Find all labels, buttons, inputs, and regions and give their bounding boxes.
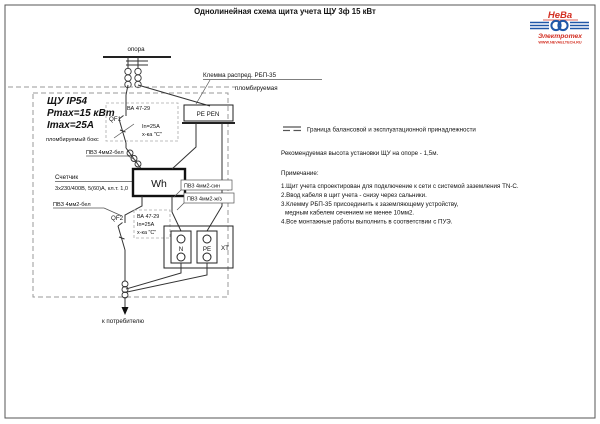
qf2-current: In=25A <box>137 222 155 228</box>
consumer-label: к потребителю <box>102 318 144 325</box>
note-line-3: 3.Клемму РБП-35 присоединить к заземляющему устройству, <box>281 201 459 208</box>
boundary-legend-symbol <box>283 127 301 131</box>
meter-label: Wh <box>151 178 167 190</box>
meter-spec: 3х230/400В, 5(60)А, кл.т. 1,0 <box>55 186 129 192</box>
xt-pe-label: PE <box>202 246 212 253</box>
note-line-4: 4.Все монтажные работы выполнить в соответствии с ПУЭ. <box>281 218 453 226</box>
boundary-legend-text: Граница балансовой и эксплуатационной принадлежности <box>307 126 476 134</box>
output-coil-icon <box>122 281 128 298</box>
svg-text:ПВЗ 4мм2-син: ПВЗ 4мм2-син <box>184 183 220 190</box>
output-arrow <box>122 297 129 315</box>
notes-title: Примечание: <box>281 170 319 177</box>
neutral-in-wire <box>172 123 196 169</box>
logo-subname: Электротех <box>537 33 583 40</box>
qf2-label: QF2 <box>111 215 124 222</box>
pole-label: опора <box>127 46 145 53</box>
qf1-curve: х-ка "С" <box>142 132 162 138</box>
panel-title: ЩУ IP54 <box>47 96 88 107</box>
wire-white-label-2: ПВЗ 4мм2-бел <box>53 202 91 208</box>
qf2-curve: х-ка "С" <box>137 230 157 236</box>
wire-white-label-1: ПВЗ 4мм2-бел <box>86 150 124 156</box>
xt-n-out-wire <box>126 263 181 289</box>
qf1-current: In=25A <box>142 124 160 130</box>
note-line-2: 2.Ввод кабеля в щит учета - снизу через сальники. <box>281 192 427 199</box>
sealed-box-label: пломбируемый бокс <box>46 137 99 143</box>
energy-meter <box>133 169 185 196</box>
pole-symbol <box>103 57 171 68</box>
logo-name: НеВа <box>547 10 573 21</box>
wire-pe-label <box>177 193 234 210</box>
note-line-3b: медным кабелем сечением не менее 10мм2. <box>285 209 415 217</box>
xt-label: XT <box>221 245 229 252</box>
pe-wire <box>207 123 222 231</box>
clamp-sub-label: пломбируемая <box>235 85 278 92</box>
logo-website: WWW.NEVAELTECH.RU <box>538 40 582 45</box>
note-line-1: 1.Щит учета спроектирован для подключение к сети с системой заземления TN-C. <box>281 183 519 190</box>
meter-name: Счетчик <box>55 174 79 181</box>
logo-emblem-icon <box>530 21 589 30</box>
clamp-leader <box>196 80 210 104</box>
qf2-breaker-symbol <box>118 223 125 282</box>
panel-imax: Imax=25A <box>47 120 94 131</box>
svg-text:ПВЗ 4мм2-ж/з: ПВЗ 4мм2-ж/з <box>187 196 222 203</box>
qf2-type: ВА 47-29 <box>137 214 160 220</box>
qf1-type: ВА 47-29 <box>127 106 151 112</box>
clamp-label: Клемма распред. РБП-35 <box>203 72 277 79</box>
company-logo <box>530 10 589 45</box>
xt-n-label: N <box>178 246 184 253</box>
pe-pen-clamp <box>182 105 235 123</box>
xt-terminal-block <box>164 226 233 268</box>
page-title: Однолинейная схема щита учета ЩУ 3ф 15 кВт <box>194 7 376 16</box>
height-note: Рекомендуемая высота установки ЩУ на опоре - 1,5м. <box>281 150 439 157</box>
qf1-label: QF1 <box>109 116 122 123</box>
panel-pmax: Pmax=15 кВт <box>47 108 115 119</box>
pe-pen-label: PE PEN <box>196 111 220 118</box>
